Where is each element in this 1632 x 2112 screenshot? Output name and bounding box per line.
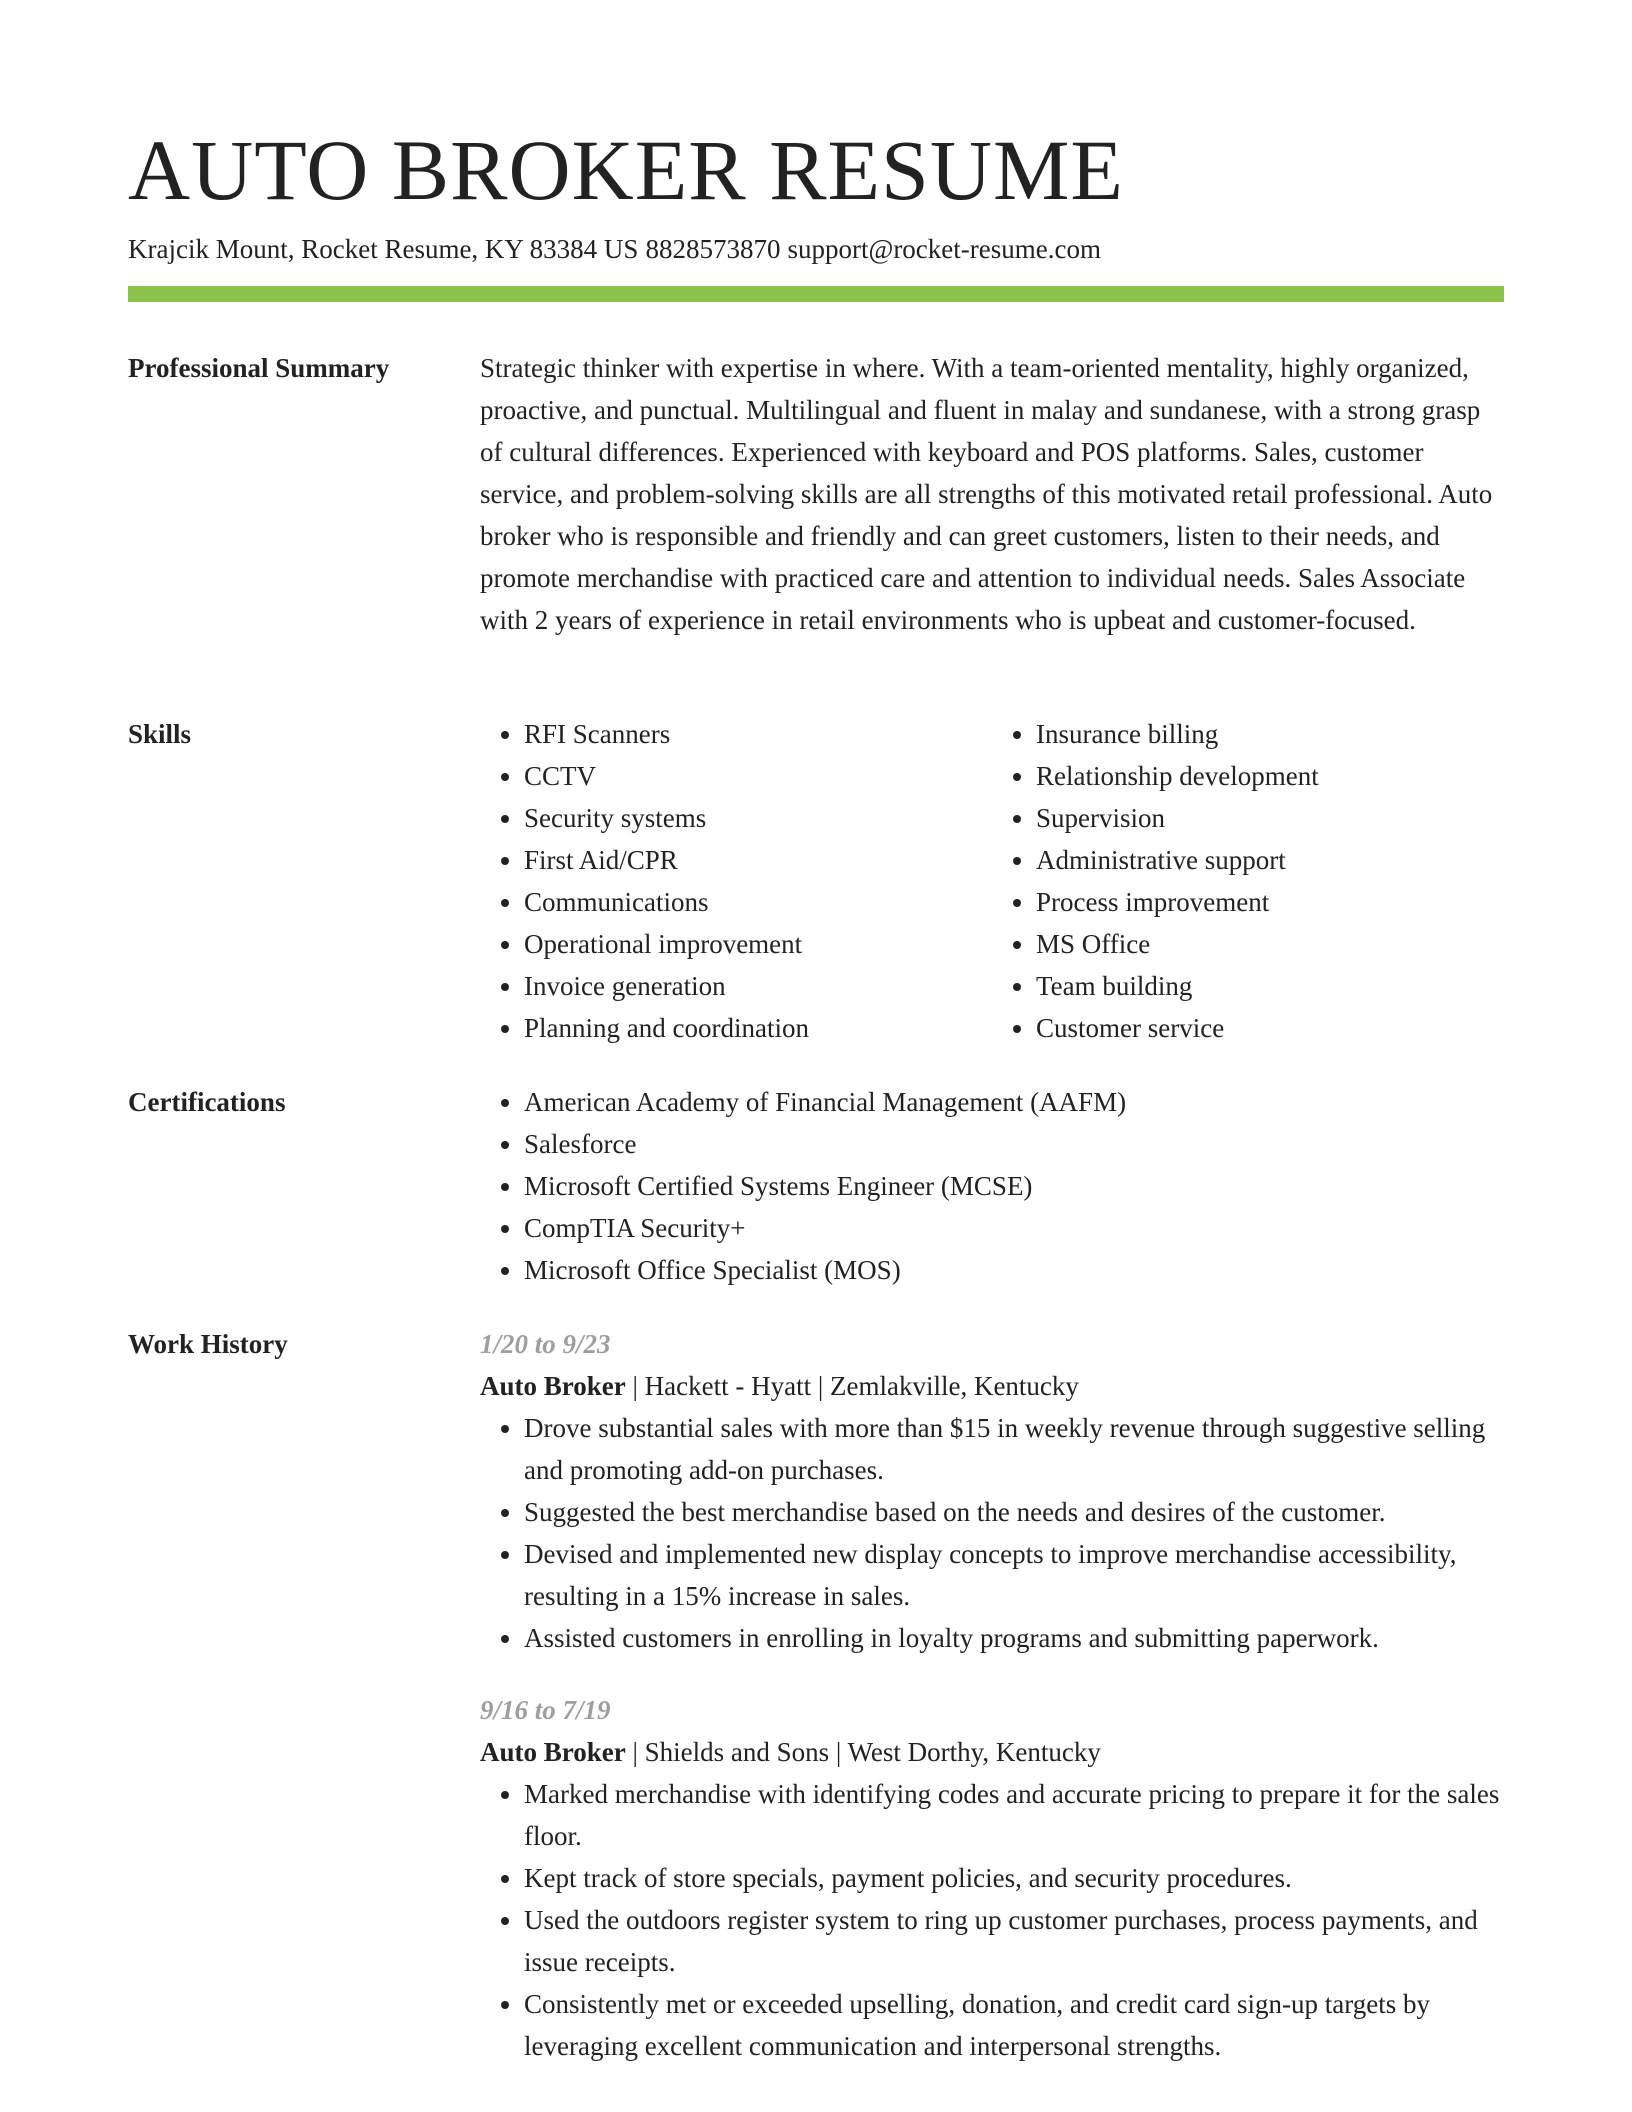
list-item: • Marked merchandise with identifying codes and accurate pricing to prepare it for the sales floor. xyxy=(524,1773,1504,1857)
certifications-list xyxy=(480,1081,1504,1291)
skills-body xyxy=(480,713,1504,1049)
summary-text: Strategic thinker with expertise in where. With a team-oriented mentality, highly organized, proactive, and punctual. Multilingual and fluent in malay and sundanese, with a strong grasp of cultural differences. Experienced with keyboard and POS platforms. Sales, customer service, and problem-solving skills are all strengths of this motivated retail professional. Auto broker who is responsible and friendly and can greet customers, listen to their needs, and promote merchandise with practiced care and attention to individual needs. Sales Associate with 2 years of experience in retail environments who is upbeat and customer-focused. xyxy=(480,353,1493,635)
list-item: • Drove substantial sales with more than $15 in weekly revenue through suggestive selling and promoting add-on purchases. xyxy=(524,1407,1504,1491)
resume-title: AUTO BROKER RESUME xyxy=(128,122,1124,218)
list-item: • Security systems xyxy=(524,797,992,839)
list-item: • Assisted customers in enrolling in loyalty programs and submitting paperwork. xyxy=(524,1617,1504,1659)
job-details: | Hackett - Hyatt | Zemlakville, Kentucky xyxy=(625,1371,1079,1401)
job-role: Auto Broker xyxy=(480,1737,626,1767)
list-item: • Administrative support xyxy=(1036,839,1504,881)
job-dates: 9/16 to 7/19 xyxy=(480,1695,611,1725)
list-item: • CCTV xyxy=(524,755,992,797)
list-item: • Used the outdoors register system to ring up customer purchases, process payments, and issue receipts. xyxy=(524,1899,1504,1983)
job-details: | Shields and Sons | West Dorthy, Kentucky xyxy=(625,1737,1101,1767)
contact-phone: 8828573870 xyxy=(645,234,781,264)
list-item: • Kept track of store specials, payment policies, and security procedures. xyxy=(524,1857,1504,1899)
list-item: • First Aid/CPR xyxy=(524,839,992,881)
list-item: • Customer service xyxy=(1036,1007,1504,1049)
summary-heading: Professional Summary xyxy=(128,353,390,383)
job-entry xyxy=(480,1689,1504,2067)
job-role: Auto Broker xyxy=(480,1371,626,1401)
list-item: • Communications xyxy=(524,881,992,923)
list-item: • Consistently met or exceeded upselling, donation, and credit card sign-up targets by leveraging excellent communication and interpersonal strengths. xyxy=(524,1983,1504,2067)
accent-divider xyxy=(128,286,1504,302)
list-item: • CompTIA Security+ xyxy=(524,1207,1504,1249)
skills-heading: Skills xyxy=(128,719,192,749)
job-bullets xyxy=(480,1407,1504,1659)
job-entry xyxy=(480,1323,1504,1659)
summary-body xyxy=(480,347,1504,641)
list-item: • Microsoft Office Specialist (MOS) xyxy=(524,1249,1504,1291)
job-title-line xyxy=(480,1365,1504,1407)
list-item: • RFI Scanners xyxy=(524,713,992,755)
list-item: • Salesforce xyxy=(524,1123,1504,1165)
list-item: • Planning and coordination xyxy=(524,1007,992,1049)
certifications-body xyxy=(480,1081,1504,1291)
skills-list-right xyxy=(992,713,1504,1049)
contact-line xyxy=(128,230,1101,268)
list-item: • Relationship development xyxy=(1036,755,1504,797)
list-item: • Microsoft Certified Systems Engineer (MCSE) xyxy=(524,1165,1504,1207)
job-bullets xyxy=(480,1773,1504,2067)
contact-email: support@rocket-resume.com xyxy=(787,234,1101,264)
job-title-line xyxy=(480,1731,1504,1773)
list-item: • Team building xyxy=(1036,965,1504,1007)
list-item: • Suggested the best merchandise based on the needs and desires of the customer. xyxy=(524,1491,1504,1533)
list-item: • Operational improvement xyxy=(524,923,992,965)
list-item: • American Academy of Financial Management (AAFM) xyxy=(524,1081,1504,1123)
work-history-heading: Work History xyxy=(128,1329,288,1359)
certifications-heading: Certifications xyxy=(128,1087,286,1117)
skills-list-left xyxy=(480,713,992,1049)
list-item: • Devised and implemented new display concepts to improve merchandise accessibility, resulting in a 15% increase in sales. xyxy=(524,1533,1504,1617)
contact-address: Krajcik Mount, Rocket Resume, KY 83384 US xyxy=(128,234,639,264)
job-dates: 1/20 to 9/23 xyxy=(480,1329,611,1359)
list-item: • MS Office xyxy=(1036,923,1504,965)
list-item: • Insurance billing xyxy=(1036,713,1504,755)
work-history-body xyxy=(480,1323,1504,2067)
list-item: • Supervision xyxy=(1036,797,1504,839)
list-item: • Invoice generation xyxy=(524,965,992,1007)
list-item: • Process improvement xyxy=(1036,881,1504,923)
